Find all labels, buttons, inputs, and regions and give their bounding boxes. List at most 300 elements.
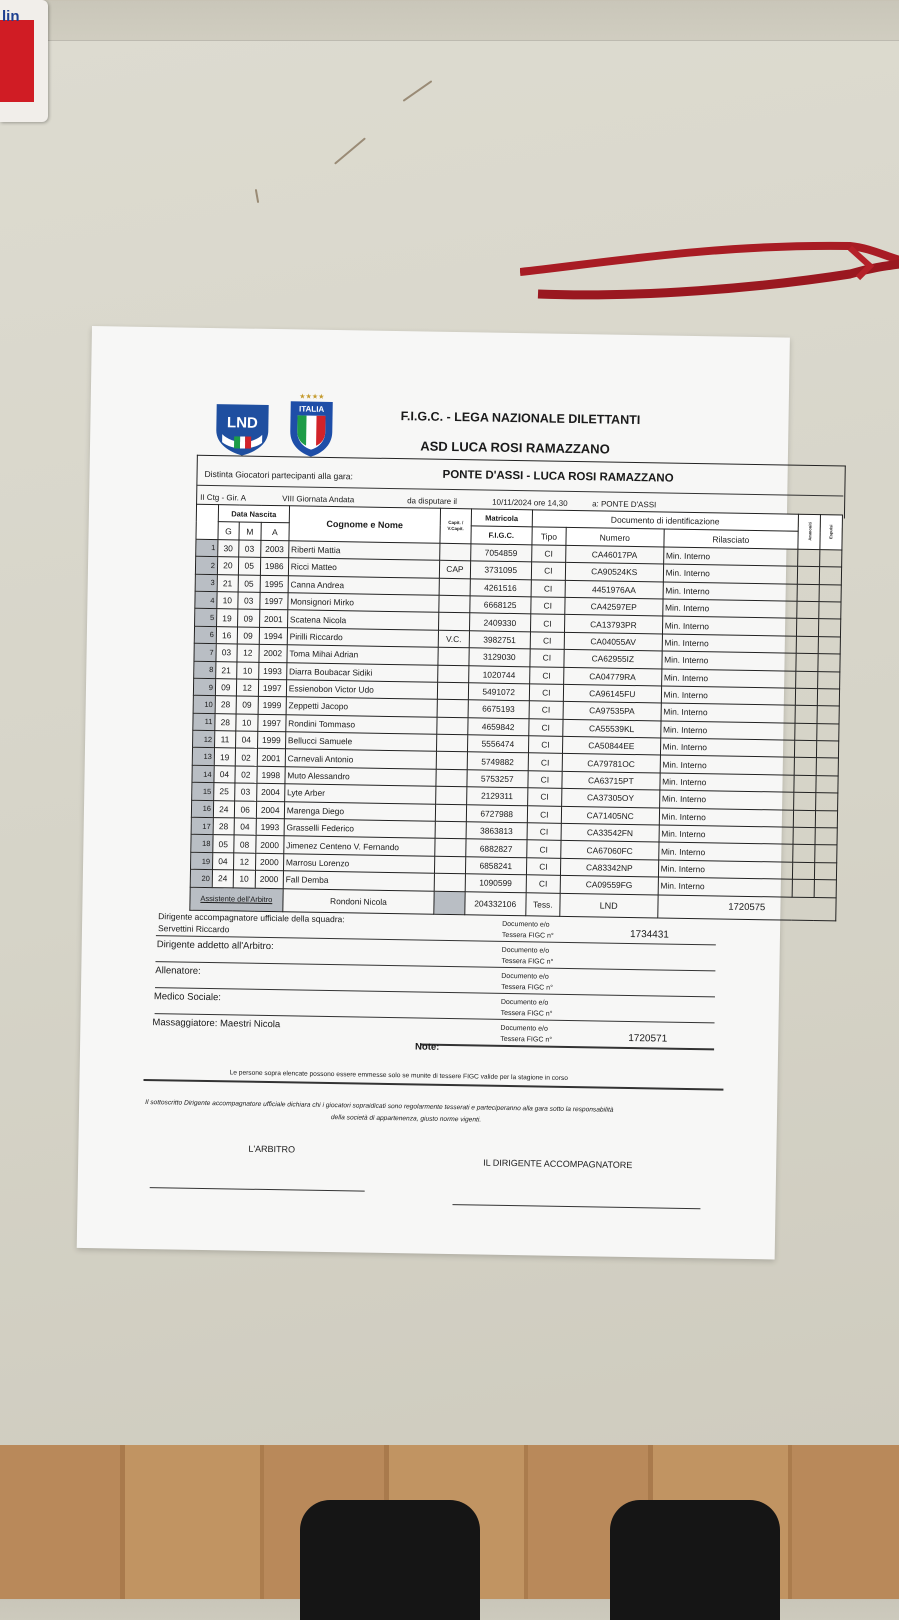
doc-issuer: Min. Interno — [659, 808, 794, 828]
player-matricola: 6675193 — [468, 700, 529, 718]
player-number: 7 — [194, 643, 216, 661]
sticker-red-band — [0, 20, 34, 102]
espulsi-cell — [818, 636, 840, 654]
player-role — [439, 578, 470, 596]
assistant-rilasciato: 1720575 — [657, 895, 836, 921]
espulsi-cell — [819, 602, 841, 620]
player-matricola: 3129030 — [469, 648, 530, 666]
birth-month: 06 — [234, 801, 256, 819]
espulsi-cell — [816, 741, 838, 759]
ammoniti-cell — [797, 601, 819, 619]
player-role — [439, 613, 470, 631]
player-name: Essienobon Victor Udo — [286, 680, 438, 700]
espulsi-cell — [815, 845, 837, 863]
doc-type: CI — [529, 718, 563, 736]
birth-year: 1998 — [257, 766, 285, 784]
doc-number: CA83342NP — [560, 858, 658, 877]
doc-number: CA04055AV — [564, 632, 662, 651]
player-name: Grasselli Federico — [284, 819, 436, 839]
doc-issuer: Min. Interno — [662, 634, 797, 654]
separator-line — [155, 961, 715, 971]
numero-header: Numero — [566, 528, 664, 547]
birth-year: 1997 — [260, 592, 288, 610]
birth-year: 1995 — [260, 575, 288, 593]
doc-label-1: Documento e/o — [500, 998, 549, 1007]
ammoniti-cell — [796, 653, 818, 671]
player-name: Ricci Matteo — [288, 558, 440, 578]
player-name: Carnevali Antonio — [285, 749, 437, 769]
birth-year: 2004 — [256, 784, 284, 802]
doc-issuer: Min. Interno — [659, 790, 794, 810]
doc-type: CI — [529, 684, 563, 702]
doc-label-2: Tessera FIGC n° — [501, 931, 554, 940]
birth-year: 2000 — [255, 870, 283, 888]
birth-year: 1994 — [259, 627, 287, 645]
ammoniti-cell — [795, 723, 817, 741]
notice-text: Le persone sopra elencate possono essere emmesse solo se munite di tessere FIGC valide per la stagione in corso — [229, 1069, 568, 1082]
birth-day: 28 — [213, 818, 234, 836]
doc-number: CA37305OY — [562, 789, 660, 808]
player-number: 5 — [195, 609, 217, 627]
tipo-header: Tipo — [532, 527, 566, 545]
player-role — [436, 752, 467, 770]
player-name: Lyte Arber — [284, 784, 436, 804]
player-role — [438, 665, 469, 683]
ammoniti-cell — [794, 758, 816, 776]
player-matricola: 4261516 — [470, 578, 531, 596]
espulsi-cell — [816, 775, 838, 793]
doc-number: CA04779RA — [564, 667, 662, 686]
birth-month: 03 — [234, 783, 256, 801]
player-number: 16 — [191, 800, 213, 818]
category: II Ctg - Gir. A — [200, 492, 247, 503]
massaggiatore-doc-label — [500, 1023, 552, 1046]
player-matricola: 2129311 — [466, 787, 527, 805]
player-number: 4 — [195, 591, 217, 609]
declaration-line-2: della società di appartenenza, giusto norme vigenti. — [330, 1114, 482, 1124]
player-matricola: 3863813 — [466, 822, 527, 840]
doc-type: CI — [526, 858, 560, 876]
player-name: Fall Demba — [283, 871, 435, 891]
ammoniti-cell — [793, 827, 815, 845]
birth-year: 1993 — [258, 662, 286, 680]
doc-issuer: Min. Interno — [659, 825, 794, 845]
doc-id-header: Documento di identificazione — [532, 510, 798, 532]
birth-day: 10 — [217, 592, 238, 610]
player-matricola: 6858241 — [465, 857, 526, 875]
player-number: 18 — [191, 835, 213, 853]
doc-type: CI — [530, 649, 564, 667]
club-title: ASD LUCA ROSI RAMAZZANO — [420, 438, 610, 457]
sticker-text: lin — [2, 8, 20, 25]
player-number: 20 — [190, 869, 212, 887]
doc-issuer: Min. Interno — [660, 755, 795, 775]
player-role — [436, 804, 467, 822]
shoe — [610, 1500, 780, 1620]
birth-year: 1999 — [258, 697, 286, 715]
espulsi-cell — [817, 723, 839, 741]
player-name: Bellucci Samuele — [285, 732, 437, 752]
birth-month: 05 — [238, 575, 260, 593]
espulsi-cell — [819, 584, 841, 602]
sticker — [0, 0, 48, 122]
ammoniti-cell — [794, 740, 816, 758]
player-role — [437, 734, 468, 752]
birth-day: 19 — [217, 609, 238, 627]
ammoniti-cell — [792, 862, 814, 880]
separator-line — [155, 987, 715, 997]
doc-type: CI — [531, 597, 565, 615]
birth-year: 1993 — [256, 818, 284, 836]
player-number: 1 — [196, 539, 218, 557]
doc-issuer: Min. Interno — [663, 582, 798, 602]
birth-month: 05 — [238, 557, 260, 575]
birth-month: 03 — [238, 592, 260, 610]
doc-number: 4451976AA — [565, 580, 663, 599]
name-header: Cognome e Nome — [289, 506, 441, 543]
espulsi-header-text: Espulsi — [828, 525, 834, 540]
ammoniti-cell — [797, 584, 819, 602]
player-matricola: 4659842 — [467, 717, 528, 735]
massaggiatore-doc-number: 1720571 — [628, 1032, 668, 1045]
espulsi-cell — [817, 688, 839, 706]
doc-label-2: Tessera FIGC n° — [500, 1009, 553, 1018]
birth-month: 12 — [233, 853, 255, 871]
doc-issuer: Min. Interno — [663, 564, 798, 584]
doc-number: CA79781OC — [562, 754, 660, 773]
doc-type: CI — [527, 788, 561, 806]
lnd-logo-text: LND — [226, 414, 258, 432]
birth-month: 10 — [236, 714, 258, 732]
player-matricola: 1090599 — [465, 874, 526, 892]
assistant-role — [434, 891, 465, 915]
espulsi-cell — [817, 706, 839, 724]
birth-year: 2002 — [259, 644, 287, 662]
birth-month: 10 — [236, 661, 258, 679]
medico-label: Medico Sociale: — [153, 991, 222, 1004]
birth-month: 02 — [235, 766, 257, 784]
espulsi-cell — [819, 567, 841, 585]
espulsi-cell — [815, 810, 837, 828]
doc-issuer: Min. Interno — [660, 773, 795, 793]
doc-type: CI — [526, 875, 560, 893]
ammoniti-cell — [798, 549, 820, 567]
birth-year: 1999 — [257, 731, 285, 749]
espulsi-cell — [814, 862, 836, 880]
svg-text:★★★★: ★★★★ — [299, 392, 325, 401]
dirigente-signature-line — [452, 1204, 700, 1209]
doc-type: CI — [529, 701, 563, 719]
ammoniti-cell — [792, 879, 814, 897]
doc-number: CA55539KL — [563, 719, 661, 738]
doc-type: CI — [527, 805, 561, 823]
doc-label-2: Tessera FIGC n° — [501, 983, 553, 992]
doc-issuer: Min. Interno — [658, 842, 793, 862]
doc-issuer: Min. Interno — [663, 547, 798, 567]
player-number: 15 — [192, 782, 214, 800]
player-name: Canna Andrea — [288, 575, 440, 595]
dirigente-doc-number: 1734431 — [629, 929, 670, 941]
dirigente-arbitro-doc-label — [501, 945, 553, 968]
player-matricola: 5491072 — [468, 683, 529, 701]
ammoniti-cell — [793, 845, 815, 863]
birth-day: 04 — [212, 852, 233, 870]
doc-type: CI — [528, 771, 562, 789]
birth-day: 30 — [218, 539, 239, 557]
m-header: M — [239, 522, 261, 540]
espulsi-header — [820, 515, 843, 550]
player-role — [435, 821, 466, 839]
doc-number: CA42597EP — [565, 597, 663, 616]
assistant-matricola: 204332106 — [464, 891, 525, 915]
birth-day: 20 — [217, 557, 238, 575]
g-header: G — [218, 522, 239, 540]
dirigente-name: Servettini Riccardo — [157, 923, 230, 935]
player-name: Riberti Mattia — [288, 541, 440, 561]
player-role: CAP — [440, 560, 471, 578]
doc-number: CA97535PA — [563, 702, 661, 721]
birth-day: 21 — [217, 574, 238, 592]
doc-number: CA46017PA — [566, 545, 664, 564]
number-header — [196, 504, 219, 539]
arbitro-sign-label: L'ARBITRO — [248, 1143, 296, 1155]
player-number: 9 — [193, 678, 215, 696]
player-name: Monsignori Mirko — [288, 593, 440, 613]
player-role — [437, 717, 468, 735]
doc-issuer: Min. Interno — [660, 721, 795, 741]
birth-day: 04 — [214, 765, 235, 783]
player-name: Pirilli Riccardo — [287, 628, 439, 648]
birth-month: 04 — [235, 731, 257, 749]
birth-month: 03 — [238, 540, 260, 558]
player-number: 13 — [192, 748, 214, 766]
ammoniti-cell — [795, 706, 817, 724]
lnd-logo — [212, 400, 273, 457]
ammoniti-header — [798, 514, 821, 549]
espulsi-cell — [814, 880, 836, 898]
player-matricola: 7054859 — [470, 544, 531, 562]
espulsi-cell — [815, 828, 837, 846]
notice-line — [143, 1079, 723, 1090]
match-datetime: 10/11/2024 ore 14,30 — [492, 497, 568, 508]
player-number: 3 — [195, 574, 217, 592]
doc-type: CI — [530, 614, 564, 632]
dirigente-doc-label — [502, 919, 554, 942]
match-venue: a: PONTE D'ASSI — [592, 499, 657, 510]
birth-month: 04 — [234, 818, 256, 836]
doc-number: CA33542FN — [561, 823, 659, 842]
player-name: Marrosu Lorenzo — [283, 854, 435, 874]
doc-number: CA67060FC — [561, 841, 659, 860]
player-role — [437, 700, 468, 718]
birth-year: 1997 — [257, 714, 285, 732]
player-matricola: 6727988 — [466, 804, 527, 822]
note-label: Note: — [414, 1041, 440, 1053]
doc-issuer: Min. Interno — [658, 877, 793, 897]
figc-header: F.I.G.C. — [471, 526, 532, 544]
player-role — [434, 873, 465, 891]
birth-month: 02 — [235, 748, 257, 766]
separator-line — [420, 1044, 714, 1050]
role-header: Capit. / V.Capit. — [440, 508, 471, 543]
arbitro-signature-line — [150, 1187, 365, 1192]
player-roster — [189, 504, 843, 921]
ammoniti-cell — [793, 810, 815, 828]
ammoniti-cell — [796, 671, 818, 689]
player-number: 10 — [193, 696, 215, 714]
birth-day: 28 — [215, 713, 236, 731]
birth-day: 24 — [212, 870, 233, 888]
assistant-numero: LND — [560, 893, 658, 918]
player-role — [439, 595, 470, 613]
round: VIII Giornata Andata — [282, 494, 355, 505]
doc-label-1: Documento e/o — [500, 1024, 548, 1033]
dirigente-sign-label: IL DIRIGENTE ACCOMPAGNATORE — [483, 1157, 633, 1171]
ammoniti-cell — [794, 775, 816, 793]
player-matricola: 6882827 — [465, 839, 526, 857]
doc-type: CI — [529, 666, 563, 684]
birth-year: 2001 — [259, 610, 287, 628]
player-matricola: 2409330 — [469, 613, 530, 631]
player-name: Diarra Boubacar Sidiki — [286, 662, 438, 682]
birth-day: 09 — [215, 679, 236, 697]
doc-number: CA71405NC — [561, 806, 659, 825]
player-role — [436, 787, 467, 805]
to-play-label: da disputare il — [407, 496, 458, 507]
doc-issuer: Min. Interno — [661, 669, 796, 689]
match-sheet — [77, 326, 834, 1259]
doc-issuer: Min. Interno — [660, 738, 795, 758]
espulsi-cell — [818, 671, 840, 689]
birth-year: 1986 — [260, 557, 288, 575]
birth-month: 10 — [233, 870, 255, 888]
player-matricola: 3982751 — [469, 631, 530, 649]
ammoniti-header-text: Ammoniti — [807, 522, 813, 542]
doc-type: CI — [530, 632, 564, 650]
federation-title: F.I.G.C. - LEGA NAZIONALE DILETTANTI — [400, 409, 641, 428]
massaggiatore-label: Massaggiatore: Maestri Nicola — [152, 1017, 281, 1031]
doc-label-1: Documento e/o — [501, 946, 550, 955]
doc-type: CI — [531, 579, 565, 597]
ammoniti-cell — [797, 566, 819, 584]
birth-year: 2000 — [255, 853, 283, 871]
doc-number: CA62955IZ — [564, 649, 662, 668]
birth-month: 08 — [234, 835, 256, 853]
match-teams: PONTE D'ASSI - LUCA ROSI RAMAZZANO — [442, 468, 674, 485]
player-role — [435, 839, 466, 857]
player-matricola: 5749882 — [467, 752, 528, 770]
rilasciato-header: Rilasciato — [664, 529, 799, 549]
birth-day: 05 — [213, 835, 234, 853]
birth-year: 2004 — [256, 801, 284, 819]
birth-year: 1997 — [258, 679, 286, 697]
dirigente-label: Dirigente accompagnatore ufficiale della squadra: — [158, 911, 345, 925]
player-role — [436, 769, 467, 787]
doc-issuer: Min. Interno — [661, 703, 796, 723]
birth-year: 2001 — [257, 749, 285, 767]
doc-number: CA90524KS — [565, 563, 663, 582]
birth-month: 12 — [236, 679, 258, 697]
player-name: Zeppetti Jacopo — [286, 697, 438, 717]
player-name: Toma Mihai Adrian — [287, 645, 439, 665]
birth-month: 12 — [237, 644, 259, 662]
dirigente-arbitro-label: Dirigente addetto all'Arbitro: — [156, 939, 274, 953]
doc-type: CI — [528, 736, 562, 754]
assistant-name: Rondoni Nicola — [283, 888, 435, 914]
birth-day: 25 — [214, 783, 235, 801]
ammoniti-cell — [796, 636, 818, 654]
roster-body — [190, 539, 842, 897]
espulsi-cell — [818, 619, 840, 637]
doc-type: CI — [528, 753, 562, 771]
doc-number: CA09559FG — [560, 876, 658, 895]
medico-doc-label — [501, 997, 553, 1020]
player-name: Muto Alessandro — [285, 767, 437, 787]
player-number: 17 — [191, 817, 213, 835]
birth-day: 03 — [216, 644, 237, 662]
ammoniti-cell — [796, 619, 818, 637]
player-matricola: 1020744 — [468, 665, 529, 683]
declaration-line-1: Il sottoscritto Dirigente accompagnatore ufficiale dichiara chi i giocatori sopraidicati sono regolarmente tesserati e parteciperanno alla gara sotto la responsabilità — [145, 1098, 614, 1114]
player-number: 19 — [191, 852, 213, 870]
birth-month: 09 — [236, 696, 258, 714]
birth-date-header: Data Nascita — [218, 505, 289, 524]
birth-month: 09 — [237, 609, 259, 627]
espulsi-cell — [816, 758, 838, 776]
player-name: Marenga Diego — [284, 801, 436, 821]
italia-logo-text: ITALIA — [298, 404, 325, 414]
doc-issuer: Min. Interno — [662, 616, 797, 636]
birth-day: 11 — [214, 731, 235, 749]
espulsi-cell — [818, 654, 840, 672]
player-role: V.C. — [438, 630, 469, 648]
doc-type: CI — [531, 545, 565, 563]
player-number: 14 — [192, 765, 214, 783]
doc-label-1: Documento e/o — [502, 920, 550, 929]
birth-day: 16 — [216, 626, 237, 644]
doc-issuer: Min. Interno — [661, 686, 796, 706]
doc-type: CI — [527, 823, 561, 841]
player-role — [435, 856, 466, 874]
birth-day: 28 — [215, 696, 236, 714]
player-matricola: 3731095 — [470, 561, 531, 579]
red-ribbon — [520, 238, 899, 318]
player-matricola: 6668125 — [469, 596, 530, 614]
doc-number: CA13793PR — [564, 615, 662, 634]
allenatore-label: Allenatore: — [155, 965, 201, 977]
ammoniti-cell — [794, 792, 816, 810]
player-name: Jimenez Centeno V. Fernando — [284, 836, 436, 856]
player-matricola: 5753257 — [467, 770, 528, 788]
distinta-label: Distinta Giocatori partecipanti alla gara: — [204, 468, 353, 482]
doc-label-2: Tessera FIGC n° — [500, 1035, 553, 1044]
doc-issuer: Min. Interno — [658, 860, 793, 880]
doc-number: CA50844EE — [562, 736, 660, 755]
doc-number: CA63715PT — [562, 771, 660, 790]
doc-type: CI — [531, 562, 565, 580]
allenatore-doc-label — [501, 971, 553, 994]
player-role — [438, 647, 469, 665]
doc-issuer: Min. Interno — [662, 599, 797, 619]
player-number: 12 — [193, 730, 215, 748]
birth-year: 2000 — [255, 836, 283, 854]
espulsi-cell — [820, 549, 842, 567]
birth-month: 09 — [237, 627, 259, 645]
player-role — [438, 682, 469, 700]
birth-year: 2003 — [260, 540, 288, 558]
shoe — [300, 1500, 480, 1620]
doc-label-2: Tessera FIGC n° — [501, 957, 554, 966]
